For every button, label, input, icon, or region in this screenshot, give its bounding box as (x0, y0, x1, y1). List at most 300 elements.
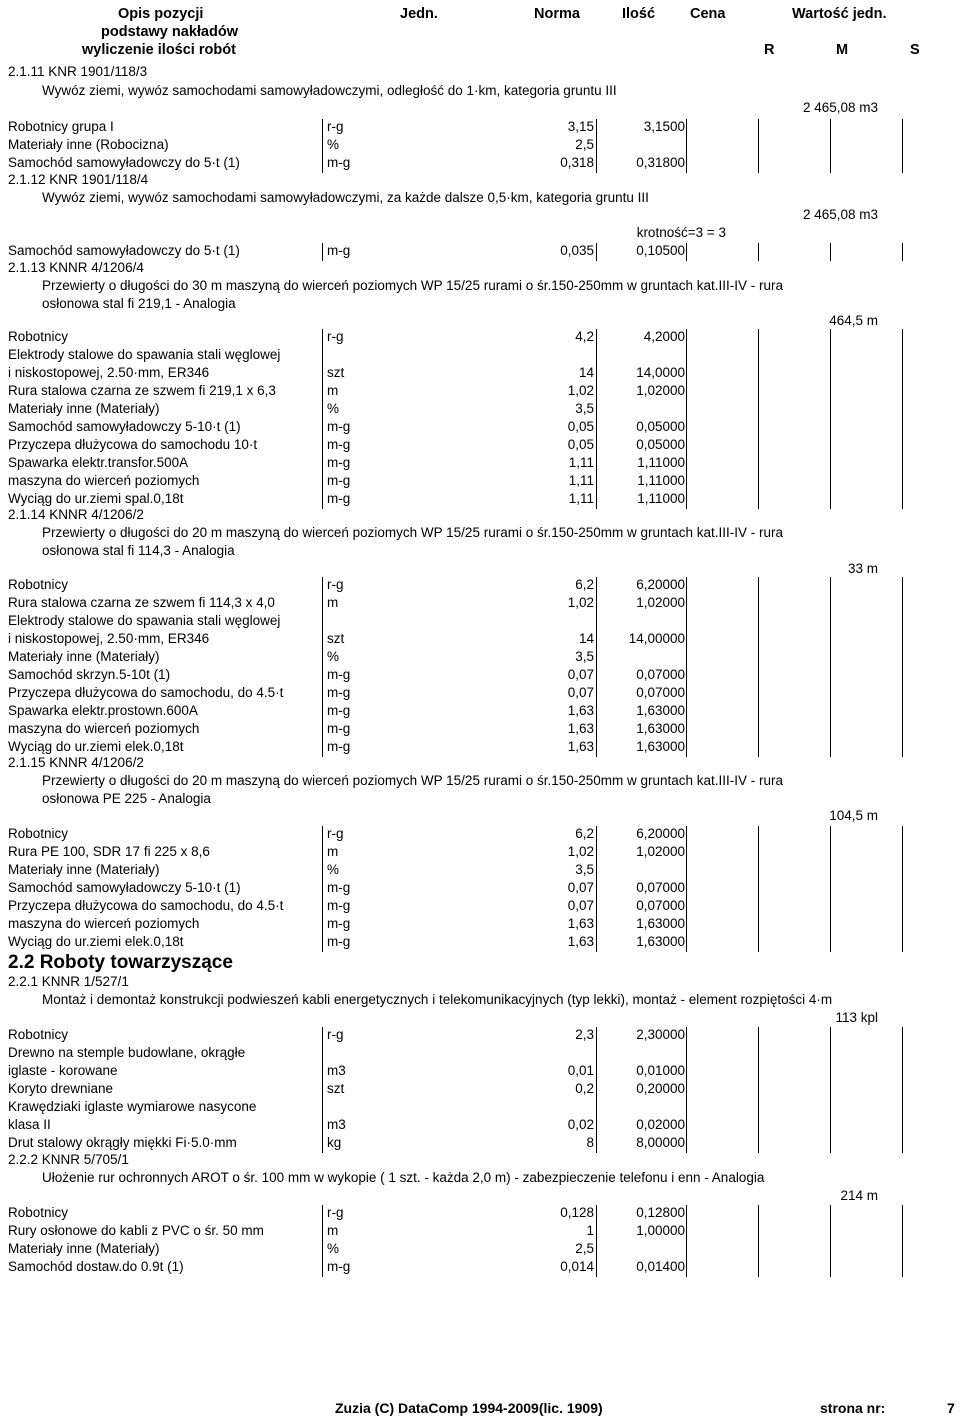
resource-norm: 1 (586, 1223, 594, 1238)
grid-line (902, 703, 903, 721)
grid-line (830, 826, 831, 844)
grid-line (686, 1027, 687, 1045)
grid-line (322, 137, 323, 155)
grid-line (596, 491, 597, 509)
position-description: Przewierty o długości do 20 m maszyną do wierceń poziomych WP 15/25 rurami o śr.150-250mm w gruntach kat.III-IV - rura (42, 773, 784, 788)
grid-line (596, 119, 597, 137)
resource-unit: m-g (327, 880, 351, 895)
resource-name: i niskostopowej, 2.50·mm, ER346 (8, 631, 210, 646)
grid-line (758, 613, 759, 631)
grid-line (830, 137, 831, 155)
resource-norm: 0,2 (575, 1081, 594, 1096)
grid-line (596, 1241, 597, 1259)
grid-line (902, 1081, 903, 1099)
grid-line (902, 862, 903, 880)
resource-name: Koryto drewniane (8, 1081, 114, 1096)
resource-name: i niskostopowej, 2.50·mm, ER346 (8, 365, 210, 380)
resource-quantity: 1,63000 (636, 934, 685, 949)
position-description: Przewierty o długości do 20 m maszyną do wierceń poziomych WP 15/25 rurami o śr.150-250mm w gruntach kat.III-IV - rura (42, 525, 784, 540)
resource-name: Materiały inne (Materiały) (8, 401, 160, 416)
table-row (0, 826, 960, 844)
grid-line (758, 826, 759, 844)
grid-line (758, 347, 759, 365)
grid-line (830, 119, 831, 137)
grid-line (686, 1135, 687, 1153)
grid-line (902, 455, 903, 473)
grid-line (596, 455, 597, 473)
grid-line (830, 491, 831, 509)
grid-line (596, 1045, 597, 1063)
grid-line (686, 721, 687, 739)
grid-line (322, 1135, 323, 1153)
table-row (0, 1241, 960, 1259)
position-code: 2.2.1 KNNR 1/527/1 (8, 974, 129, 989)
resource-unit: % (327, 401, 340, 416)
resource-unit: r-g (327, 329, 344, 344)
grid-line (902, 1205, 903, 1223)
grid-line (830, 383, 831, 401)
grid-line (686, 826, 687, 844)
footer-brand: Zuzia (C) DataComp 1994-2009(lic. 1909) (335, 1400, 603, 1416)
resource-name: Materiały inne (Materiały) (8, 649, 160, 664)
table-row (0, 1027, 960, 1045)
grid-line (902, 613, 903, 631)
resource-quantity: 1,11000 (637, 491, 685, 506)
resource-name: Robotnicy (8, 577, 69, 592)
resource-quantity: 2,30000 (636, 1027, 685, 1042)
grid-line (902, 365, 903, 383)
grid-line (686, 595, 687, 613)
table-row (0, 1135, 960, 1153)
grid-line (758, 401, 759, 419)
grid-line (686, 1081, 687, 1099)
header-cena: Cena (690, 6, 726, 22)
grid-line (902, 667, 903, 685)
grid-line (686, 1117, 687, 1135)
grid-line (902, 1045, 903, 1063)
resource-unit: m-g (327, 419, 351, 434)
resource-name: Robotnicy grupa I (8, 119, 114, 134)
grid-line (686, 703, 687, 721)
resource-quantity: 0,05000 (636, 437, 685, 452)
resource-name: Elektrody stalowe do spawania stali węglowej (8, 613, 281, 628)
grid-line (596, 667, 597, 685)
resource-quantity: 1,63000 (636, 916, 685, 931)
resource-unit: m-g (327, 916, 351, 931)
grid-line (322, 613, 323, 631)
table-row (0, 844, 960, 862)
grid-line (322, 595, 323, 613)
grid-line (322, 703, 323, 721)
grid-line (830, 595, 831, 613)
resource-unit: szt (327, 1081, 345, 1096)
resource-quantity: 0,01400 (636, 1259, 685, 1274)
resource-name: Przyczepa dłużycowa do samochodu, do 4.5·t (8, 685, 284, 700)
grid-line (322, 880, 323, 898)
grid-line (596, 1117, 597, 1135)
resource-norm: 3,15 (567, 119, 594, 134)
grid-line (322, 347, 323, 365)
grid-line (686, 1241, 687, 1259)
grid-line (686, 243, 687, 261)
resource-name: Spawarka elektr.prostown.600A (8, 703, 198, 718)
grid-line (322, 437, 323, 455)
grid-line (322, 1117, 323, 1135)
position-quantity: 113 kpl (835, 1010, 878, 1025)
grid-line (830, 155, 831, 173)
grid-line (322, 739, 323, 757)
grid-line (830, 243, 831, 261)
grid-line (686, 685, 687, 703)
grid-line (758, 577, 759, 595)
grid-line (902, 1223, 903, 1241)
grid-line (830, 365, 831, 383)
resource-name: Rura stalowa czarna ze szwem fi 219,1 x 6,3 (8, 383, 276, 398)
grid-line (830, 347, 831, 365)
resource-name: Spawarka elektr.transfor.500A (8, 455, 189, 470)
grid-line (830, 934, 831, 952)
grid-line (596, 739, 597, 757)
grid-line (902, 916, 903, 934)
grid-line (596, 1027, 597, 1045)
grid-line (322, 155, 323, 173)
resource-quantity: 14,0000 (636, 365, 685, 380)
grid-line (596, 155, 597, 173)
grid-line (830, 1081, 831, 1099)
grid-line (322, 419, 323, 437)
grid-line (830, 916, 831, 934)
grid-line (758, 916, 759, 934)
grid-line (322, 631, 323, 649)
resource-quantity: 1,63000 (636, 703, 685, 718)
table-row (0, 243, 960, 261)
grid-line (322, 455, 323, 473)
grid-line (830, 613, 831, 631)
resource-quantity: 0,05000 (636, 419, 685, 434)
resource-unit: m-g (327, 685, 351, 700)
resource-unit: % (327, 1241, 340, 1256)
grid-line (686, 455, 687, 473)
grid-line (902, 721, 903, 739)
grid-line (322, 1223, 323, 1241)
grid-line (830, 703, 831, 721)
grid-line (322, 916, 323, 934)
grid-line (758, 155, 759, 173)
resource-name: Przyczepa dłużycowa do samochodu, do 4.5·t (8, 898, 284, 913)
resource-norm: 1,63 (567, 739, 594, 754)
table-header (0, 0, 960, 60)
table-row (0, 1259, 960, 1277)
resource-name: iglaste - korowane (8, 1063, 118, 1078)
table-row (0, 437, 960, 455)
resource-unit: m-g (327, 1259, 351, 1274)
resource-quantity: 0,01000 (636, 1063, 685, 1078)
grid-line (830, 862, 831, 880)
resource-norm: 1,63 (567, 916, 594, 931)
position-description: osłonowa stal fi 114,3 - Analogia (42, 543, 235, 558)
position-quantity: 464,5 m (829, 313, 878, 328)
grid-line (596, 1135, 597, 1153)
table-row (0, 595, 960, 613)
resource-norm: 4,2 (575, 329, 594, 344)
resource-name: Robotnicy (8, 329, 69, 344)
table-row (0, 329, 960, 347)
resource-name: Samochód skrzyn.5-10t (1) (8, 667, 171, 682)
grid-line (686, 1223, 687, 1241)
grid-line (322, 243, 323, 261)
table-row (0, 455, 960, 473)
grid-line (596, 916, 597, 934)
grid-line (902, 401, 903, 419)
resource-name: Robotnicy (8, 1205, 69, 1220)
grid-line (686, 137, 687, 155)
grid-line (758, 934, 759, 952)
position-code: 2.1.11 KNR 1901/118/3 (8, 64, 148, 79)
resource-norm: 1,11 (568, 491, 594, 506)
grid-line (830, 437, 831, 455)
grid-line (596, 631, 597, 649)
grid-line (902, 649, 903, 667)
grid-line (322, 721, 323, 739)
grid-line (902, 898, 903, 916)
grid-line (758, 329, 759, 347)
resource-quantity: 6,20000 (636, 577, 685, 592)
grid-line (902, 491, 903, 509)
resource-unit: r-g (327, 1027, 344, 1042)
grid-line (686, 401, 687, 419)
resource-norm: 0,01 (567, 1063, 594, 1078)
table-row (0, 577, 960, 595)
position-code: 2.1.13 KNNR 4/1206/4 (8, 260, 144, 275)
grid-line (686, 329, 687, 347)
resource-unit: m (327, 844, 339, 859)
grid-line (686, 916, 687, 934)
table-row (0, 119, 960, 137)
resource-name: Drut stalowy okrągły miękki Fi·5.0·mm (8, 1135, 237, 1150)
table-row (0, 667, 960, 685)
resource-name: Robotnicy (8, 826, 69, 841)
resource-name: Wyciąg do ur.ziemi elek.0,18t (8, 739, 184, 754)
grid-line (596, 595, 597, 613)
position-code: 2.1.14 KNNR 4/1206/2 (8, 507, 144, 522)
grid-line (596, 473, 597, 491)
grid-line (686, 1063, 687, 1081)
position-quantity: 214 m (840, 1188, 878, 1203)
grid-line (596, 419, 597, 437)
table-row (0, 1099, 960, 1117)
grid-line (902, 473, 903, 491)
resource-unit: r-g (327, 826, 344, 841)
resource-quantity: 1,11000 (637, 455, 685, 470)
resource-norm: 3,5 (575, 401, 594, 416)
resource-name: maszyna do wierceń poziomych (8, 721, 200, 736)
grid-line (902, 329, 903, 347)
footer-page-number: 7 (947, 1400, 955, 1416)
grid-line (686, 1099, 687, 1117)
grid-line (686, 119, 687, 137)
resource-unit: m-g (327, 473, 351, 488)
resource-quantity: 1,02000 (636, 383, 685, 398)
grid-line (758, 721, 759, 739)
resource-norm: 1,02 (567, 383, 594, 398)
grid-line (758, 649, 759, 667)
grid-line (830, 329, 831, 347)
position-description: Wywóz ziemi, wywóz samochodami samowyładowczymi, za każde dalsze 0,5·km, kategoria gruntu III (42, 190, 649, 205)
footer-page-label: strona nr: (820, 1400, 886, 1416)
grid-line (830, 473, 831, 491)
resource-norm: 0,07 (567, 667, 594, 682)
grid-line (902, 119, 903, 137)
resource-norm: 1,63 (567, 703, 594, 718)
grid-line (758, 1205, 759, 1223)
resource-norm: 0,05 (567, 419, 594, 434)
grid-line (830, 739, 831, 757)
grid-line (686, 347, 687, 365)
grid-line (830, 401, 831, 419)
grid-line (830, 577, 831, 595)
grid-line (322, 826, 323, 844)
table-row (0, 934, 960, 952)
resource-name: klasa II (8, 1117, 51, 1132)
resource-unit: m-g (327, 437, 351, 452)
grid-line (686, 383, 687, 401)
grid-line (686, 437, 687, 455)
resource-quantity: 6,20000 (636, 826, 685, 841)
grid-line (830, 685, 831, 703)
table-row (0, 1205, 960, 1223)
table-row (0, 916, 960, 934)
resource-norm: 0,07 (567, 880, 594, 895)
grid-line (758, 437, 759, 455)
resource-unit: m-g (327, 491, 351, 506)
grid-line (902, 844, 903, 862)
position-description: osłonowa PE 225 - Analogia (42, 791, 211, 806)
grid-line (902, 577, 903, 595)
resource-name: Krawędziaki iglaste wymiarowe nasycone (8, 1099, 257, 1114)
resource-name: Przyczepa dłużycowa do samochodu 10·t (8, 437, 258, 452)
grid-line (902, 826, 903, 844)
position-code: 2.2.2 KNNR 5/705/1 (8, 1152, 129, 1167)
grid-line (596, 1259, 597, 1277)
resource-name: Elektrody stalowe do spawania stali węglowej (8, 347, 281, 362)
resource-name: Materiały inne (Materiały) (8, 1241, 160, 1256)
resource-norm: 1,11 (568, 455, 594, 470)
grid-line (830, 419, 831, 437)
grid-line (758, 595, 759, 613)
table-row (0, 703, 960, 721)
grid-line (686, 649, 687, 667)
multiplicity-note: krotność=3 = 3 (636, 225, 726, 240)
grid-line (596, 880, 597, 898)
grid-line (830, 844, 831, 862)
header-s: S (910, 42, 920, 58)
table-row (0, 137, 960, 155)
grid-line (322, 365, 323, 383)
grid-line (758, 1135, 759, 1153)
position-quantity: 104,5 m (829, 808, 878, 823)
resource-quantity: 0,07000 (636, 880, 685, 895)
grid-line (686, 491, 687, 509)
resource-norm: 8 (586, 1135, 594, 1150)
table-row (0, 1223, 960, 1241)
grid-line (322, 898, 323, 916)
resource-name: Wyciąg do ur.ziemi elek.0,18t (8, 934, 184, 949)
position-description: Przewierty o długości do 30 m maszyną do wierceń poziomych WP 15/25 rurami o śr.150-250mm w gruntach kat.III-IV - rura (42, 278, 784, 293)
grid-line (902, 137, 903, 155)
table-row (0, 1045, 960, 1063)
position-code: 2.1.12 KNR 1901/118/4 (8, 172, 149, 187)
resource-unit: szt (327, 365, 345, 380)
grid-line (686, 844, 687, 862)
grid-line (758, 243, 759, 261)
grid-line (758, 898, 759, 916)
header-r: R (764, 42, 775, 58)
grid-line (596, 329, 597, 347)
grid-line (830, 880, 831, 898)
resource-quantity: 14,00000 (628, 631, 685, 646)
resource-norm: 0,05 (567, 437, 594, 452)
resource-name: Rura stalowa czarna ze szwem fi 114,3 x 4,0 (8, 595, 275, 610)
resource-norm: 1,63 (567, 721, 594, 736)
resource-unit: kg (327, 1135, 342, 1150)
grid-line (596, 826, 597, 844)
grid-line (686, 1259, 687, 1277)
resource-norm: 6,2 (575, 826, 594, 841)
table-row (0, 898, 960, 916)
header-m: M (836, 42, 849, 58)
grid-line (902, 419, 903, 437)
table-row (0, 155, 960, 173)
resource-name: Rury osłonowe do kabli z PVC o śr. 50 mm (8, 1223, 264, 1238)
resource-norm: 2,3 (575, 1027, 594, 1042)
grid-line (830, 1223, 831, 1241)
resource-unit: szt (327, 631, 345, 646)
grid-line (902, 437, 903, 455)
grid-line (830, 667, 831, 685)
resource-norm: 0,02 (567, 1117, 594, 1132)
resource-unit: m-g (327, 934, 351, 949)
grid-line (322, 577, 323, 595)
grid-line (902, 880, 903, 898)
grid-line (902, 243, 903, 261)
grid-line (686, 631, 687, 649)
header-ilosc: Ilość (622, 6, 656, 22)
grid-line (830, 721, 831, 739)
resource-norm: 0,07 (567, 898, 594, 913)
grid-line (596, 862, 597, 880)
grid-line (322, 844, 323, 862)
grid-line (758, 119, 759, 137)
resource-name: Materiały inne (Robocizna) (8, 137, 169, 152)
grid-line (758, 844, 759, 862)
resource-unit: m-g (327, 898, 351, 913)
resource-norm: 2,5 (575, 137, 594, 152)
grid-line (596, 347, 597, 365)
resource-name: Samochód dostaw.do 0.9t (1) (8, 1259, 184, 1274)
grid-line (322, 862, 323, 880)
grid-line (596, 898, 597, 916)
resource-quantity: 3,1500 (643, 119, 685, 134)
position-description: osłonowa stal fi 219,1 - Analogia (42, 296, 236, 311)
section-title: 2.2 Roboty towarzyszące (8, 952, 233, 973)
header-col1-line3: wyliczenie ilości robót (82, 42, 236, 58)
resource-unit: % (327, 137, 340, 152)
grid-line (830, 1027, 831, 1045)
grid-line (902, 155, 903, 173)
grid-line (758, 1099, 759, 1117)
grid-line (902, 685, 903, 703)
grid-line (902, 934, 903, 952)
